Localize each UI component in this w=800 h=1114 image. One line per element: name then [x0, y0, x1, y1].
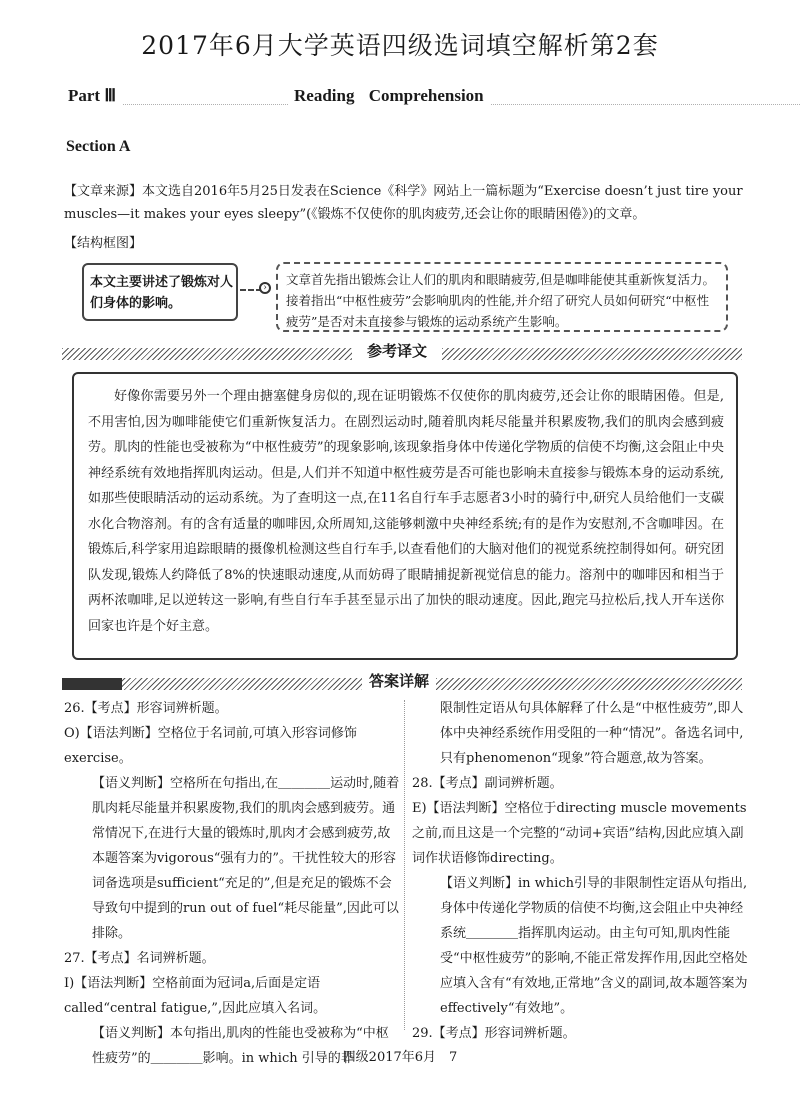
answer-line: 29.【考点】形容词辨析题。 — [412, 1026, 576, 1041]
framework-detail-box: 文章首先指出锻炼会让人们的肌肉和眼睛疲劳,但是咖啡能使其重新恢复活力。接着指出“中枢性疲劳”会影响肌肉的性能,并介绍了研究人员如何研究“中枢性疲劳”是否对未直接参与锻炼的运动系统产生影响。 — [276, 262, 728, 332]
answer-line: O)【语法判断】空格位于名词前,可填入形容词修饰exercise。 — [64, 726, 357, 766]
answer-line: 28.【考点】副词辨析题。 — [412, 776, 563, 791]
answer-line: 【语义判断】in which引导的非限制性定语从句指出,身体中传递化学物质的信使不均衡,这会阻止中央神经系统＿＿＿＿指挥肌肉运动。由主句可知,肌肉性能受“中枢性疲劳”的影响,不能正常发挥作用,因此空格处应填入含有“有效地,正常地”含义的副词,故本题答案为effectively“有效地”。 — [440, 876, 748, 1016]
translation-heading: 参考译文 — [366, 342, 427, 360]
column-divider — [404, 700, 406, 1030]
part-label: Part Ⅲ — [68, 86, 122, 106]
answer-line: 限制性定语从句具体解释了什么是“中枢性疲劳”,即人体中央神经系统作用受阻的一种“情况”。备选名词中,只有phenomenon“现象”符合题意,故为答案。 — [440, 701, 744, 766]
answer-line: 【语义判断】本句指出,肌肉的性能也受被称为“中枢性疲劳”的＿＿＿＿影响。in which 引导的非 — [92, 1026, 389, 1066]
answers-right-column — [412, 696, 752, 1046]
page-title: 2017年6月大学英语四级选词填空解析第2套 — [141, 31, 659, 60]
heading-band-left — [62, 348, 352, 360]
framework-heading: 【结构框图】 — [64, 236, 143, 251]
answer-line: 26.【考点】形容词辨析题。 — [64, 701, 228, 716]
translation-text: 好像你需要另外一个理由搪塞健身房似的,现在证明锻炼不仅使你的肌肉疲劳,还会让你的眼睛困倦。但是,不用害怕,因为咖啡能使它们重新恢复活力。在剧烈运动时,随着肌肉耗尽能量并积累废物,我们的肌肉会感到疲劳。肌肉的性能也受被称为“中枢性疲劳”的现象影响,该现象指身体中传递化学物质的信使不均衡,这会阻止中央神经系统有效地指挥肌肉运动。但是,人们并不知道中枢性疲劳是否可能也影响未直接参与锻炼本身的运动系统,如那些使眼睛活动的运动系统。为了查明这一点,在11名自行车手志愿者3小时的骑行中,研究人员给他们一支碳水化合物溶剂。有的含有适量的咖啡因,众所周知,这能够刺激中央神经系统;有的是作为安慰剂,不含咖啡因。在锻炼后,科学家用追踪眼睛的摄像机检测这些自行车手,以查看他们的大脑对他们的视觉系统控制得如何。研究团队发现,锻炼人约降低了8%的快速眼动速度,从而妨碍了眼睛捕捉新视觉信息的能力。溶剂中的咖啡因和相当于两杯浓咖啡,足以逆转这一影响,有些自行车手甚至显示出了加快的眼动速度。因此,跑完马拉松后,找人开车送你回家也许是个好主意。 — [88, 389, 724, 634]
answers-heading: 答案详解 — [368, 672, 429, 690]
section-label: Section A — [66, 138, 131, 155]
arrow-head-icon: › — [259, 282, 271, 294]
heading-band-right — [442, 348, 742, 360]
heading-band-right — [436, 678, 742, 690]
answer-line: 27.【考点】名词辨析题。 — [64, 951, 215, 966]
page-footer: 四级2017年6月 7 — [342, 1050, 458, 1065]
answer-line: I)【语法判断】空格前面为冠词a,后面是定语called“central fatigue,”,因此应填入名词。 — [64, 976, 327, 1016]
answer-line: 【语义判断】空格所在句指出,在＿＿＿＿运动时,随着肌肉耗尽能量并积累废物,我们的肌肉会感到疲劳。通常情况下,在进行大量的锻炼时,肌肉才会感到疲劳,故本题答案为vigorous“强有力的”。干扰性较大的形容词备选项是sufficient“充足的”,但是充足的锻炼不会导致句中提到的run out of fuel“耗尽能量”,因此可以排除。 — [92, 776, 400, 941]
answers-left-column — [64, 696, 400, 1071]
article-source: 【文章来源】本文选自2016年5月25日发表在Science《科学》网站上一篇标题为“Exercise doesn’t just tire your muscles—it makes your eyes sleepy”(《锻炼不仅使你的肌肉疲劳,还会让你的眼睛困倦》)的文章。 — [64, 184, 743, 222]
heading-band-left — [62, 678, 362, 690]
part-name: Reading Comprehension — [288, 86, 490, 106]
translation-box — [72, 372, 738, 660]
answer-line: E)【语法判断】空格位于directing muscle movements之前,而且这是一个完整的“动词+宾语”结构,因此应填入副词作状语修饰directing。 — [412, 801, 747, 866]
framework-summary-box: 本文主要讲述了锻炼对人们身体的影响。 — [82, 263, 238, 321]
